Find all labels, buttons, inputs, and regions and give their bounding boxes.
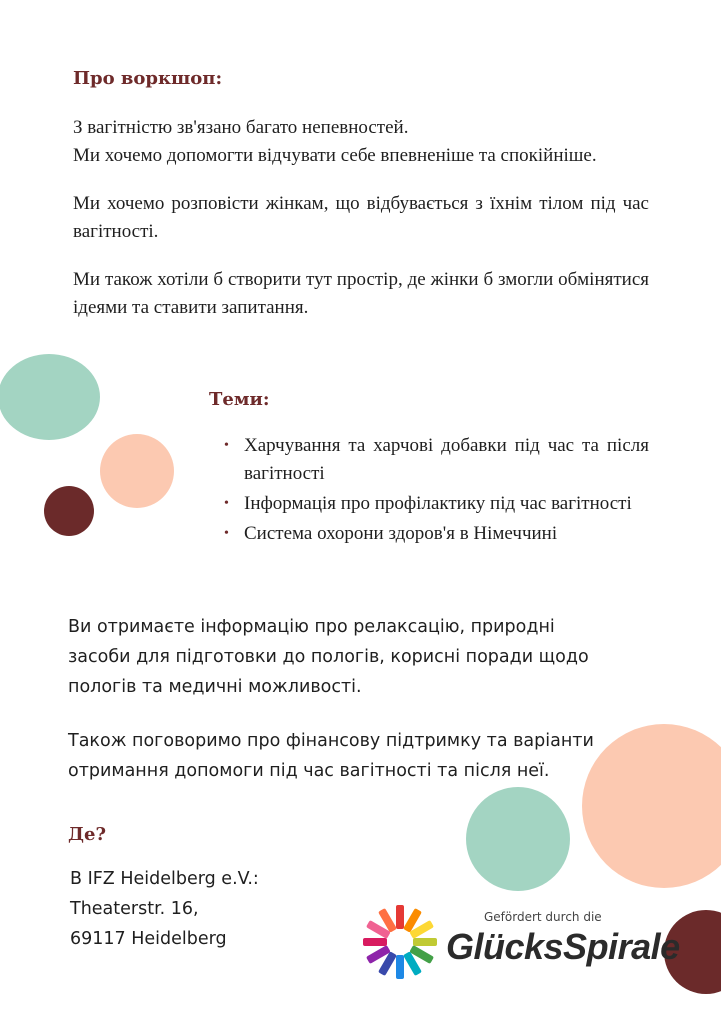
logo-subtitle: Gefördert durch die xyxy=(484,910,602,924)
about-text xyxy=(73,114,649,322)
bullet-icon: • xyxy=(224,526,229,541)
about-p1-line1: З вагітністю зв'язано багато непевностей. xyxy=(73,117,409,138)
decor-circle-peach-left xyxy=(100,434,174,508)
about-paragraph-2: Ми хочемо розповісти жінкам, що відбувається з їхнім тілом під час вагітності. xyxy=(73,193,649,242)
bullet-icon: • xyxy=(224,438,229,453)
about-p1-line2: Ми хочемо допомогти відчувати себе впевненіше та спокійніше. xyxy=(73,145,597,166)
about-paragraph-3: Ми також хотіли б створити тут простір, де жінки б змогли обмінятися ідеями та ставити запитання. xyxy=(73,269,649,318)
topic-item: • Інформація про профілактику під час вагітності xyxy=(224,490,649,518)
topics-list xyxy=(224,432,649,548)
about-heading: Про воркшоп: xyxy=(73,68,223,89)
address-line-1: В IFZ Heidelberg e.V.: xyxy=(70,869,259,889)
bullet-icon: • xyxy=(224,496,229,511)
decor-circle-peach-right xyxy=(582,724,721,888)
where-heading: Де? xyxy=(68,824,107,845)
topic-item: • Система охорони здоров'я в Німеччині xyxy=(224,520,649,548)
logo-name: GlücksSpirale xyxy=(446,926,680,967)
address-block xyxy=(70,864,259,954)
decor-circle-maroon-left xyxy=(44,486,94,536)
topic-item: • Харчування та харчові добавки під час та після вагітності xyxy=(224,432,649,488)
topics-list-wrapper xyxy=(224,432,649,548)
decor-circle-mint-right xyxy=(466,787,570,891)
about-paragraph-1 xyxy=(73,114,649,170)
address-line-3: 69117 Heidelberg xyxy=(70,929,227,949)
color-spiral-icon xyxy=(360,902,440,982)
address-line-2: Theaterstr. 16, xyxy=(70,899,199,919)
info-paragraph-1: Ви отримаєте інформацію про релаксацію, природні засоби для підготовки до пологів, корисні поради щодо пологів та медичні можливості. xyxy=(68,617,589,697)
gluecksspirale-logo xyxy=(360,902,680,984)
decor-circle-mint-left xyxy=(0,354,100,440)
info-paragraph-2: Також поговоримо про фінансову підтримку та варіанти отримання допомоги під час вагітності та після неї. xyxy=(68,731,594,781)
topics-heading: Теми: xyxy=(209,389,270,410)
